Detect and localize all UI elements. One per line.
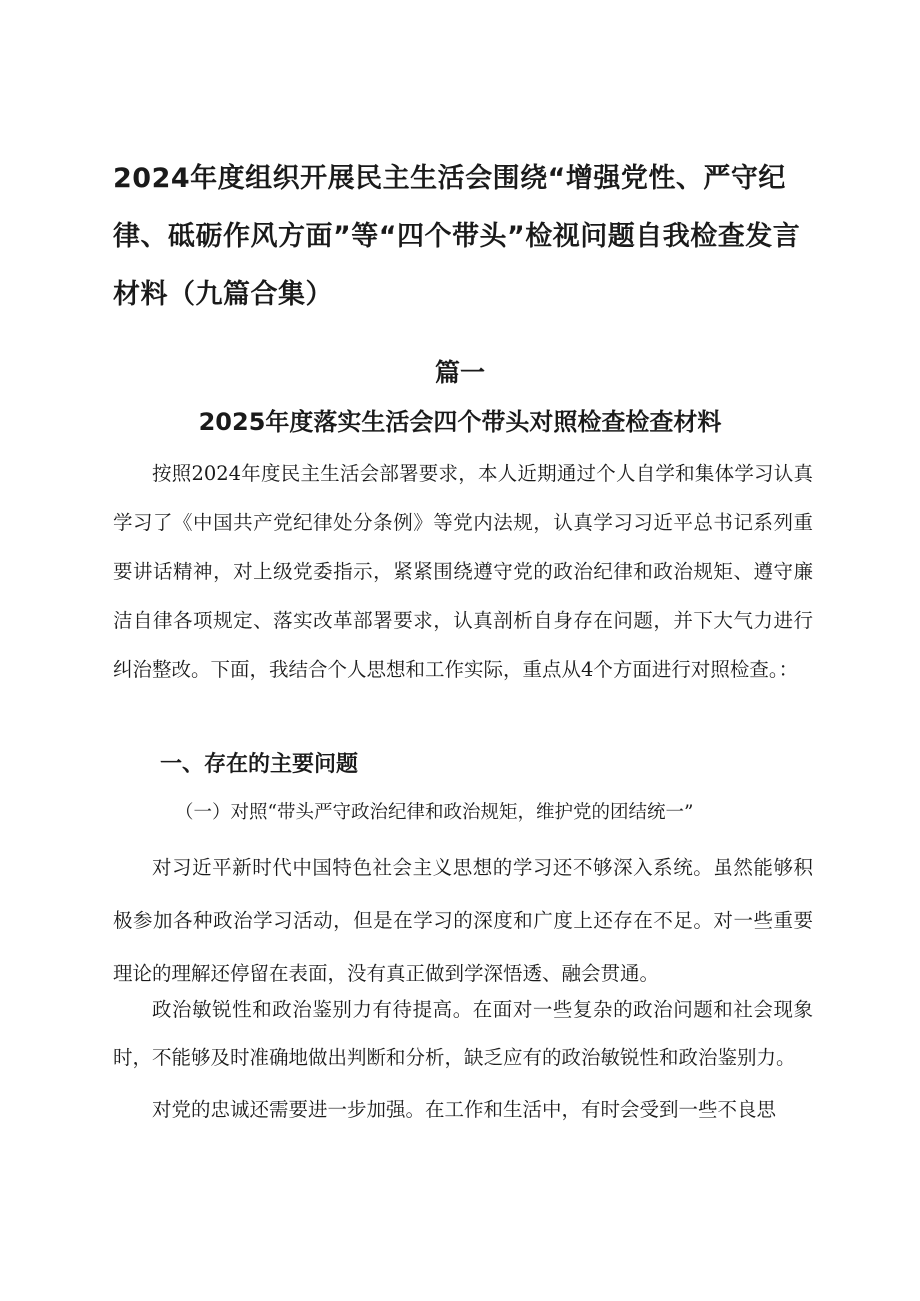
sub-heading: （一）对照“带头严守政治纪律和政治规矩，维护党的团结统一” bbox=[175, 802, 694, 823]
piece-title: 2025年度落实生活会四个带头对照检查检查材料 bbox=[198, 408, 722, 436]
body-paragraph: 政治敏锐性和政治鉴别力有待提高。在面对一些复杂的政治问题和社会现象时，不能够及时准确地做出判断和分析，缺乏应有的政治敏锐性和政治鉴别力。 bbox=[113, 998, 813, 1069]
piece-label: 篇一 bbox=[434, 358, 485, 387]
document-title: 2024年度组织开展民主生活会围绕“增强党性、严守纪律、砥砺作风方面”等“四个带头”检视问题自我检查发言材料（九篇合集） bbox=[113, 163, 801, 310]
body-paragraph: 对习近平新时代中国特色社会主义思想的学习还不够深入系统。虽然能够积极参加各种政治学习活动，但是在学习的深度和广度上还存在不足。对一些重要理论的理解还停留在表面，没有真正做到学深悟透、融会贯通。 bbox=[113, 856, 813, 985]
section-heading: 一、存在的主要问题 bbox=[160, 752, 359, 777]
intro-paragraph: 按照2024年度民主生活会部署要求，本人近期通过个人自学和集体学习认真学习了《中国共产党纪律处分条例》等党内法规，认真学习习近平总书记系列重要讲话精神，对上级党委指示，紧紧围绕遵守党的政治纪律和政治规矩、遵守廉洁自律各项规定、落实改革部署要求，认真剖析自身存在问题，并下大气力进行纠治整改。下面，我结合个人思想和工作实际，重点从4个方面进行对照检查。： bbox=[113, 462, 813, 681]
body-paragraph: 对党的忠诚还需要进一步加强。在工作和生活中，有时会受到一些不良思 bbox=[152, 1098, 777, 1121]
